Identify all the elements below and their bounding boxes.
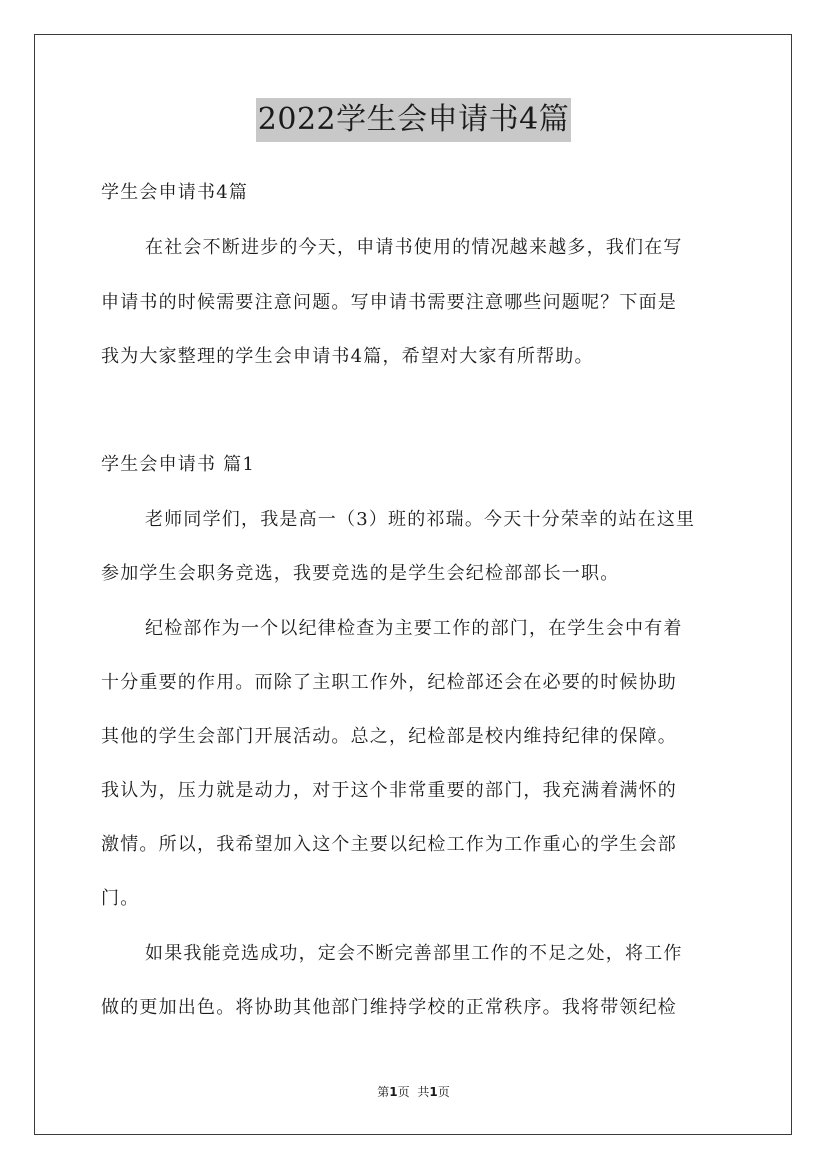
paragraph-1-line-2: 参加学生会职务竞选，我要竞选的是学生会纪检部部长一职。 bbox=[101, 563, 620, 584]
section-heading: 学生会申请书 篇1 bbox=[101, 454, 255, 475]
intro-line-1: 在社会不断进步的今天，申请书使用的情况越来越多，我们在写 bbox=[145, 237, 683, 258]
paragraph-2-line-6: 门。 bbox=[101, 888, 140, 909]
intro-line-3: 我为大家整理的学生会申请书4篇，希望对大家有所帮助。 bbox=[101, 346, 594, 367]
page-footer bbox=[0, 1084, 827, 1100]
intro-line-2: 申请书的时候需要注意问题。写申请书需要注意哪些问题呢？下面是 bbox=[101, 292, 677, 313]
footer-total-suffix: 页 bbox=[437, 1085, 450, 1099]
paragraph-2-line-1: 纪检部作为一个以纪律检查为主要工作的部门，在学生会中有着 bbox=[145, 618, 683, 639]
document-title: 2022学生会申请书4篇 bbox=[256, 98, 571, 142]
document-subtitle: 学生会申请书4篇 bbox=[101, 182, 249, 203]
title-container bbox=[0, 98, 827, 142]
footer-total-prefix: 共 bbox=[417, 1085, 430, 1099]
paragraph-2-line-5: 激情。所以，我希望加入这个主要以纪检工作为工作重心的学生会部 bbox=[101, 834, 677, 855]
paragraph-2-line-2: 十分重要的作用。而除了主职工作外，纪检部还会在必要的时候协助 bbox=[101, 672, 677, 693]
paragraph-3-line-1: 如果我能竞选成功，定会不断完善部里工作的不足之处，将工作 bbox=[145, 943, 683, 964]
footer-total-number: 1 bbox=[429, 1085, 438, 1099]
paragraph-2-line-3: 其他的学生会部门开展活动。总之，纪检部是校内维持纪律的保障。 bbox=[101, 726, 677, 747]
footer-page-suffix: 页 bbox=[397, 1085, 410, 1099]
paragraph-3-line-2: 做的更加出色。将协助其他部门维持学校的正常秩序。我将带领纪检 bbox=[101, 997, 677, 1018]
paragraph-1-line-1: 老师同学们，我是高一（3）班的祁瑞。今天十分荣幸的站在这里 bbox=[145, 509, 696, 530]
footer-page-number: 1 bbox=[389, 1085, 398, 1099]
paragraph-2-line-4: 我认为，压力就是动力，对于这个非常重要的部门，我充满着满怀的 bbox=[101, 780, 677, 801]
footer-page-prefix: 第 bbox=[377, 1085, 390, 1099]
